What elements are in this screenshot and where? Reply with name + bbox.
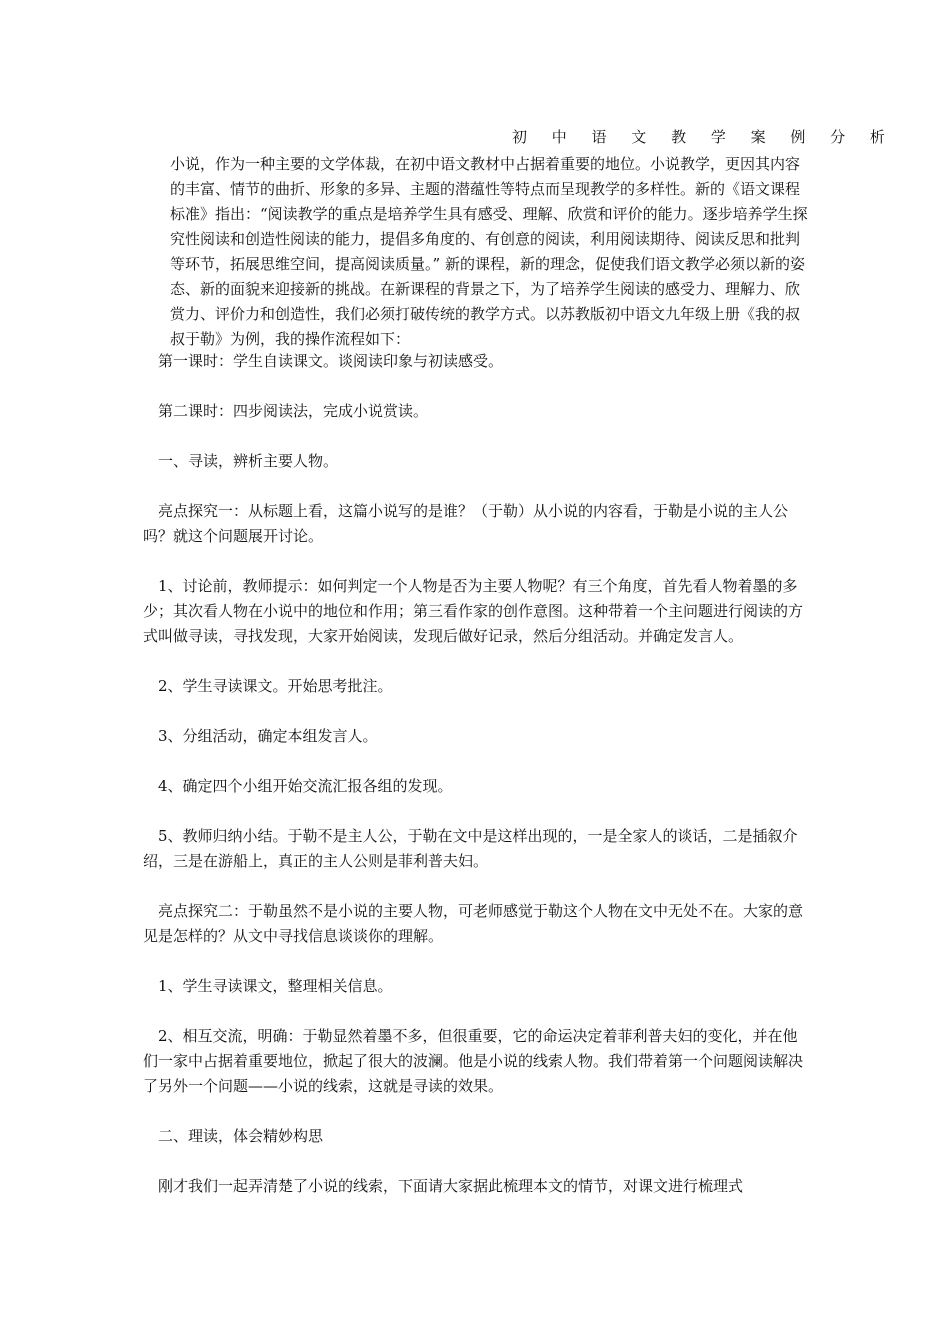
paragraph-highlight-two: 亮点探究二：于勒虽然不是小说的主要人物，可老师感觉于勒这个人物在文中无处不在。大家的意见是怎样的？从文中寻找信息谈谈你的理解。 xyxy=(143,902,804,945)
intro-paragraph xyxy=(170,152,808,352)
document-title: 初 中 语 文 教 学 案 例 分 析 xyxy=(512,128,895,146)
section-heading-one: 一、寻读，辨析主要人物。 xyxy=(158,452,339,470)
paragraph-highlight-one: 亮点探究一：从标题上看，这篇小说写的是谁？（于勒）从小说的内容看，于勒是小说的主人公吗？就这个问题展开讨论。 xyxy=(143,502,789,545)
paragraph-step-1: 1、讨论前，教师提示：如何判定一个人物是否为主要人物呢？有三个角度，首先看人物着墨的多少；其次看人物在小说中的地位和作用；第三看作家的创作意图。这种带着一个主问题进行阅读的方式叫做寻读，寻找发现，大家开始阅读，发现后做好记录，然后分组活动。并确定发言人。 xyxy=(143,577,804,645)
paragraph-step-4: 4、确定四个小组开始交流汇报各组的发现。 xyxy=(158,777,453,795)
paragraph-step-b1: 1、学生寻读课文，整理相关信息。 xyxy=(158,977,393,995)
document-body xyxy=(143,349,811,1224)
paragraph-step-b2: 2、相互交流，明确：于勒显然着墨不多，但很重要，它的命运决定着菲利普夫妇的变化，并在他们一家中占据着重要地位，掀起了很大的波澜。他是小说的线索人物。我们带着第一个问题阅读解决了另外一个问题——小说的线索，这就是寻读的效果。 xyxy=(143,1027,804,1095)
paragraph-structure: 刚才我们一起弄清楚了小说的线索，下面请大家据此梳理本文的情节，对课文进行梳理式 xyxy=(158,1177,744,1195)
paragraph-step-5: 5、教师归纳小结。于勒不是主人公，于勒在文中是这样出现的，一是全家人的谈话，二是插叙介绍，三是在游船上，真正的主人公则是菲利普夫妇。 xyxy=(143,827,798,870)
paragraph-lesson-two: 第二课时：四步阅读法，完成小说赏读。 xyxy=(158,402,429,420)
paragraph-step-3: 3、分组活动，确定本组发言人。 xyxy=(158,727,378,745)
paragraph-lesson-one: 第一课时：学生自读课文。谈阅读印象与初读感受。 xyxy=(158,352,504,370)
intro-text: 小说，作为一种主要的文学体裁，在初中语文教材中占据着重要的地位。小说教学，更因其内容的丰富、情节的曲折、形象的多异、主题的潜蕴性等特点而呈现教学的多样性。新的《语文课程标准》指出：“阅读教学的重点是培养学生具有感受、理解、欣赏和评价的能力。逐步培养学生探究性阅读和创造性阅读的能力，提倡多角度的、有创意的阅读，利用阅读期待、阅读反思和批判等环节，拓展思维空间，提高阅读质量。” 新的课程，新的理念，促使我们语文教学必须以新的姿态、新的面貌来迎接新的挑战。在新课程的背景之下，为了培养学生阅读的感受力、理解力、欣赏力、评价力和创造性，我们必须打破传统的教学方式。以苏教版初中语文九年级上册《我的叔叔于勒》为例，我的操作流程如下： xyxy=(170,155,808,348)
paragraph-step-2: 2、学生寻读课文。开始思考批注。 xyxy=(158,677,393,695)
section-heading-two: 二、理读，体会精妙构思 xyxy=(158,1127,324,1145)
